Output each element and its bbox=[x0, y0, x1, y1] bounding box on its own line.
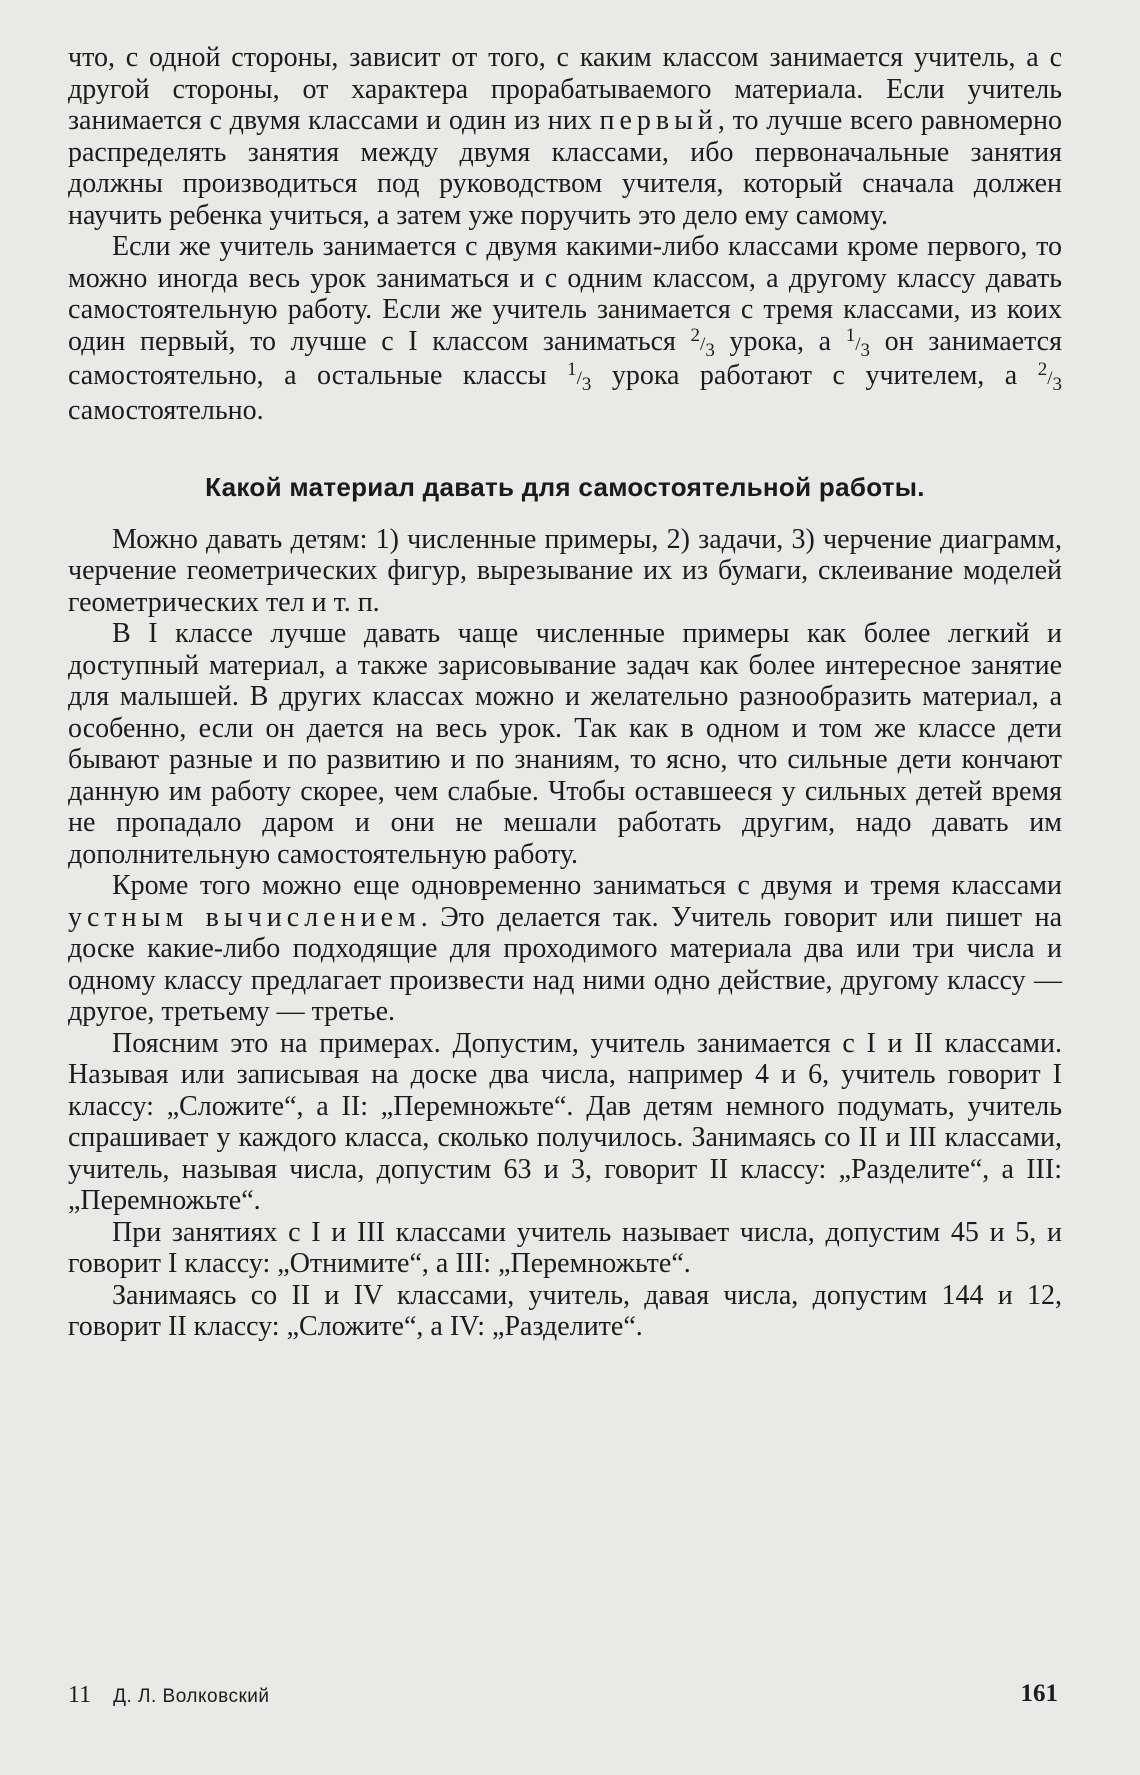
paragraph-examples: Поясним это на примерах. Допустим, учитель занимается с I и II классами. Называя или записывая на доске два числа, например 4 и 6, учитель говорит I классу: „Сложите“, а II: „Перемножьте“. Дав детям немного подумать, учитель спрашивает у каждого класса, сколько получилось. Занимаясь со II и III классами, учитель, называя числа, допустим 63 и 3, говорит II классу: „Разделите“, а III: „Перемножьте“. bbox=[68, 1027, 1062, 1216]
paragraph-text: урока, а bbox=[714, 325, 846, 357]
paragraph-text: он занимается самостоятельно, а остальные классы bbox=[68, 325, 1062, 391]
fraction-two-thirds: 2/3 bbox=[690, 324, 715, 361]
paragraph-text: урока работают с учителем, а bbox=[591, 360, 1038, 391]
paragraph-oral-calculation bbox=[68, 870, 1062, 1028]
paragraph-continuation bbox=[68, 42, 1062, 231]
section-heading: Какой материал давать для самостоятельной работы. bbox=[205, 472, 925, 502]
page-number: 161 bbox=[1020, 1680, 1058, 1707]
page-footer bbox=[68, 1682, 1062, 1709]
paragraph-first-class: В I классе лучше давать чаще численные примеры как более легкий и доступный материал, а также зарисовывание задач как более интересное занятие для малышей. В других классах можно и желательно разнообразить материал, а особенно, если он дается на весь урок. Так как в одном и том же классе дети бывают разные и по развитию и по знаниям, то ясно, что сильные дети кончают данную им работу скорее, чем слабые. Чтобы оставшееся у сильных детей время не пропадало даром и они не мешали работать другим, надо давать им дополнительную самостоятельную работу. bbox=[68, 618, 1062, 870]
fraction-two-thirds: 2/3 bbox=[1037, 359, 1062, 395]
emphasis-first: первый bbox=[599, 105, 718, 136]
signature-number: 11 bbox=[68, 1682, 92, 1708]
paragraph-text: , то лучше всего равномерно распределять занятия между двумя классами, ибо первоначальные занятия должны производиться под руководством учителя, который сначала должен научить ребенка учиться, а затем уже поручить это дело ему самому. bbox=[68, 105, 1062, 231]
paragraph-example-i-iii: При занятиях с I и III классами учитель называет числа, допустим 45 и 5, и говорит I классу: „Отнимите“, а III: „Перемножьте“. bbox=[68, 1216, 1062, 1279]
author-name: Д. Л. Волковский bbox=[113, 1686, 270, 1707]
paragraph-materials-list: Можно давать детям: 1) численные примеры, 2) задачи, 3) черчение диаграмм, черчение геометрических фигур, вырезывание их из бумаги, склеивание моделей геометрических тел и т. п. bbox=[68, 523, 1062, 618]
paragraph-text: . Это делается так. Учитель говорит или пишет на доске какие-либо подходящие для проходимого материала два или три числа и одному классу предлагает произвести над ними одно действие, другому классу — другое, третьему — третье. bbox=[68, 901, 1062, 1027]
body-text bbox=[68, 42, 1062, 1343]
paragraph-text: самостоятельно. bbox=[68, 394, 264, 426]
paragraph-three-classes bbox=[68, 231, 1062, 426]
fraction-one-third: 1/3 bbox=[567, 359, 592, 395]
emphasis-oral-calculation: устным вычислением bbox=[68, 901, 421, 933]
paragraph-text: Кроме того можно еще одновременно заниматься с двумя и тремя классами bbox=[112, 870, 1062, 901]
paragraph-example-ii-iv: Занимаясь со II и IV классами, учитель, давая числа, допустим 144 и 12, говорит II классу: „Сложите“, а IV: „Разделите“. bbox=[68, 1279, 1062, 1342]
fraction-one-third: 1/3 bbox=[845, 324, 871, 361]
paragraph-text: Если же учитель занимается с двумя какими-либо классами кроме первого, то можно иногда весь урок заниматься и с одним классом, а другому классу давать самостоятельную работу. Если же учитель занимается с тремя классами, из коих один первый, то лучше с I классом заниматься bbox=[68, 231, 1062, 357]
paragraph-text: что, с одной стороны, зависит от того, с каким классом занимается учитель, а с другой стороны, от характера прорабатываемого материала. Если учитель занимается с двумя классами и один из них bbox=[68, 42, 1062, 136]
